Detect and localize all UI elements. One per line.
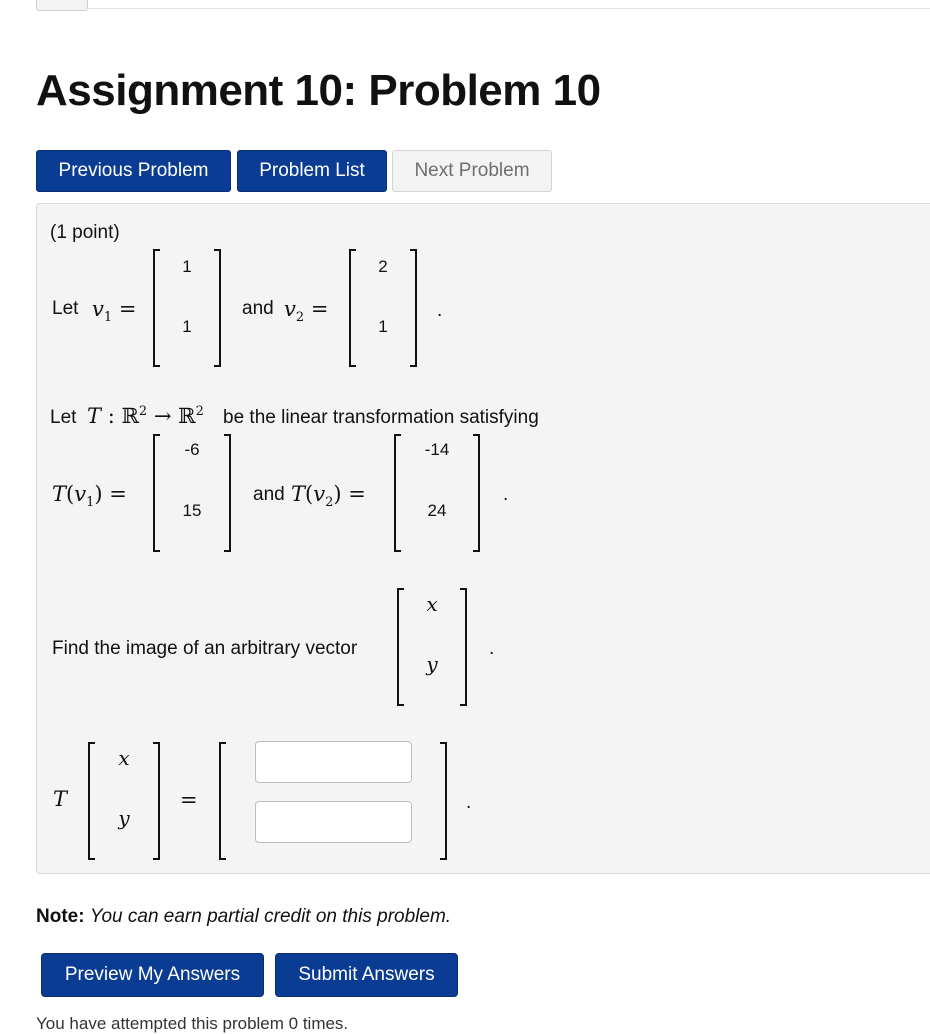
matrix-cell: -6 — [184, 440, 200, 459]
matrix-cell: 15 — [182, 501, 202, 520]
problem-panel — [36, 203, 930, 874]
v2-symbol: $v_2$ = — [284, 297, 329, 326]
and-label: and — [242, 298, 274, 319]
v1-symbol: $v_1$ = — [92, 297, 137, 326]
v1-matrix — [153, 249, 221, 367]
period: . — [489, 638, 495, 659]
top-divider — [86, 8, 930, 9]
matrix-cell: 1 — [182, 317, 192, 336]
matrix-cell: x — [118, 746, 130, 770]
transformation-signature: T : ℝ$^2$ → ℝ$^2$ — [87, 404, 204, 428]
period: . — [437, 300, 443, 321]
page-title: Assignment 10: Problem 10 — [36, 66, 601, 115]
period: . — [503, 484, 509, 505]
Tv1-symbol: $T(v_1)$ = — [52, 482, 127, 511]
note-label: Note: — [36, 906, 85, 927]
matrix-cell: 1 — [182, 257, 192, 276]
matrix-cell: 24 — [427, 501, 447, 520]
answer-input-bottom[interactable] — [255, 801, 412, 843]
let-label-2: Let — [50, 407, 77, 428]
period: . — [466, 792, 472, 813]
top-tab-stub — [36, 0, 88, 11]
v2-matrix — [349, 249, 417, 367]
let-label: Let — [52, 298, 79, 319]
Tv1-matrix — [153, 434, 231, 552]
find-text: Find the image of an arbitrary vector — [52, 638, 358, 659]
partial-credit-note — [36, 906, 451, 928]
arbitrary-vector-matrix — [397, 588, 467, 706]
input-vector-matrix — [88, 742, 160, 860]
next-problem-button[interactable]: Next Problem — [392, 150, 552, 192]
submit-answers-button[interactable]: Submit Answers — [275, 953, 458, 997]
matrix-cell: x — [426, 592, 438, 616]
Tv2-symbol: $T(v_2)$ = — [291, 482, 366, 511]
preview-answers-button[interactable]: Preview My Answers — [41, 953, 264, 997]
Tv2-matrix — [394, 434, 480, 552]
previous-problem-button[interactable]: Previous Problem — [36, 150, 231, 192]
matrix-cell: y — [426, 652, 438, 676]
equals-sign: = — [180, 788, 198, 812]
attempts-text: You have attempted this problem 0 times. — [36, 1014, 349, 1033]
problem-list-button[interactable]: Problem List — [237, 150, 387, 192]
and-label-2: and — [253, 484, 285, 505]
matrix-cell: -14 — [424, 440, 450, 459]
matrix-cell: 2 — [378, 257, 388, 276]
answer-input-top[interactable] — [255, 741, 412, 783]
points-label: (1 point) — [50, 222, 120, 243]
T-symbol: T — [53, 787, 68, 811]
transformation-text: be the linear transformation satisfying — [223, 407, 539, 428]
matrix-cell: y — [118, 806, 130, 830]
matrix-cell: 1 — [378, 317, 388, 336]
note-text: You can earn partial credit on this problem. — [89, 906, 452, 927]
